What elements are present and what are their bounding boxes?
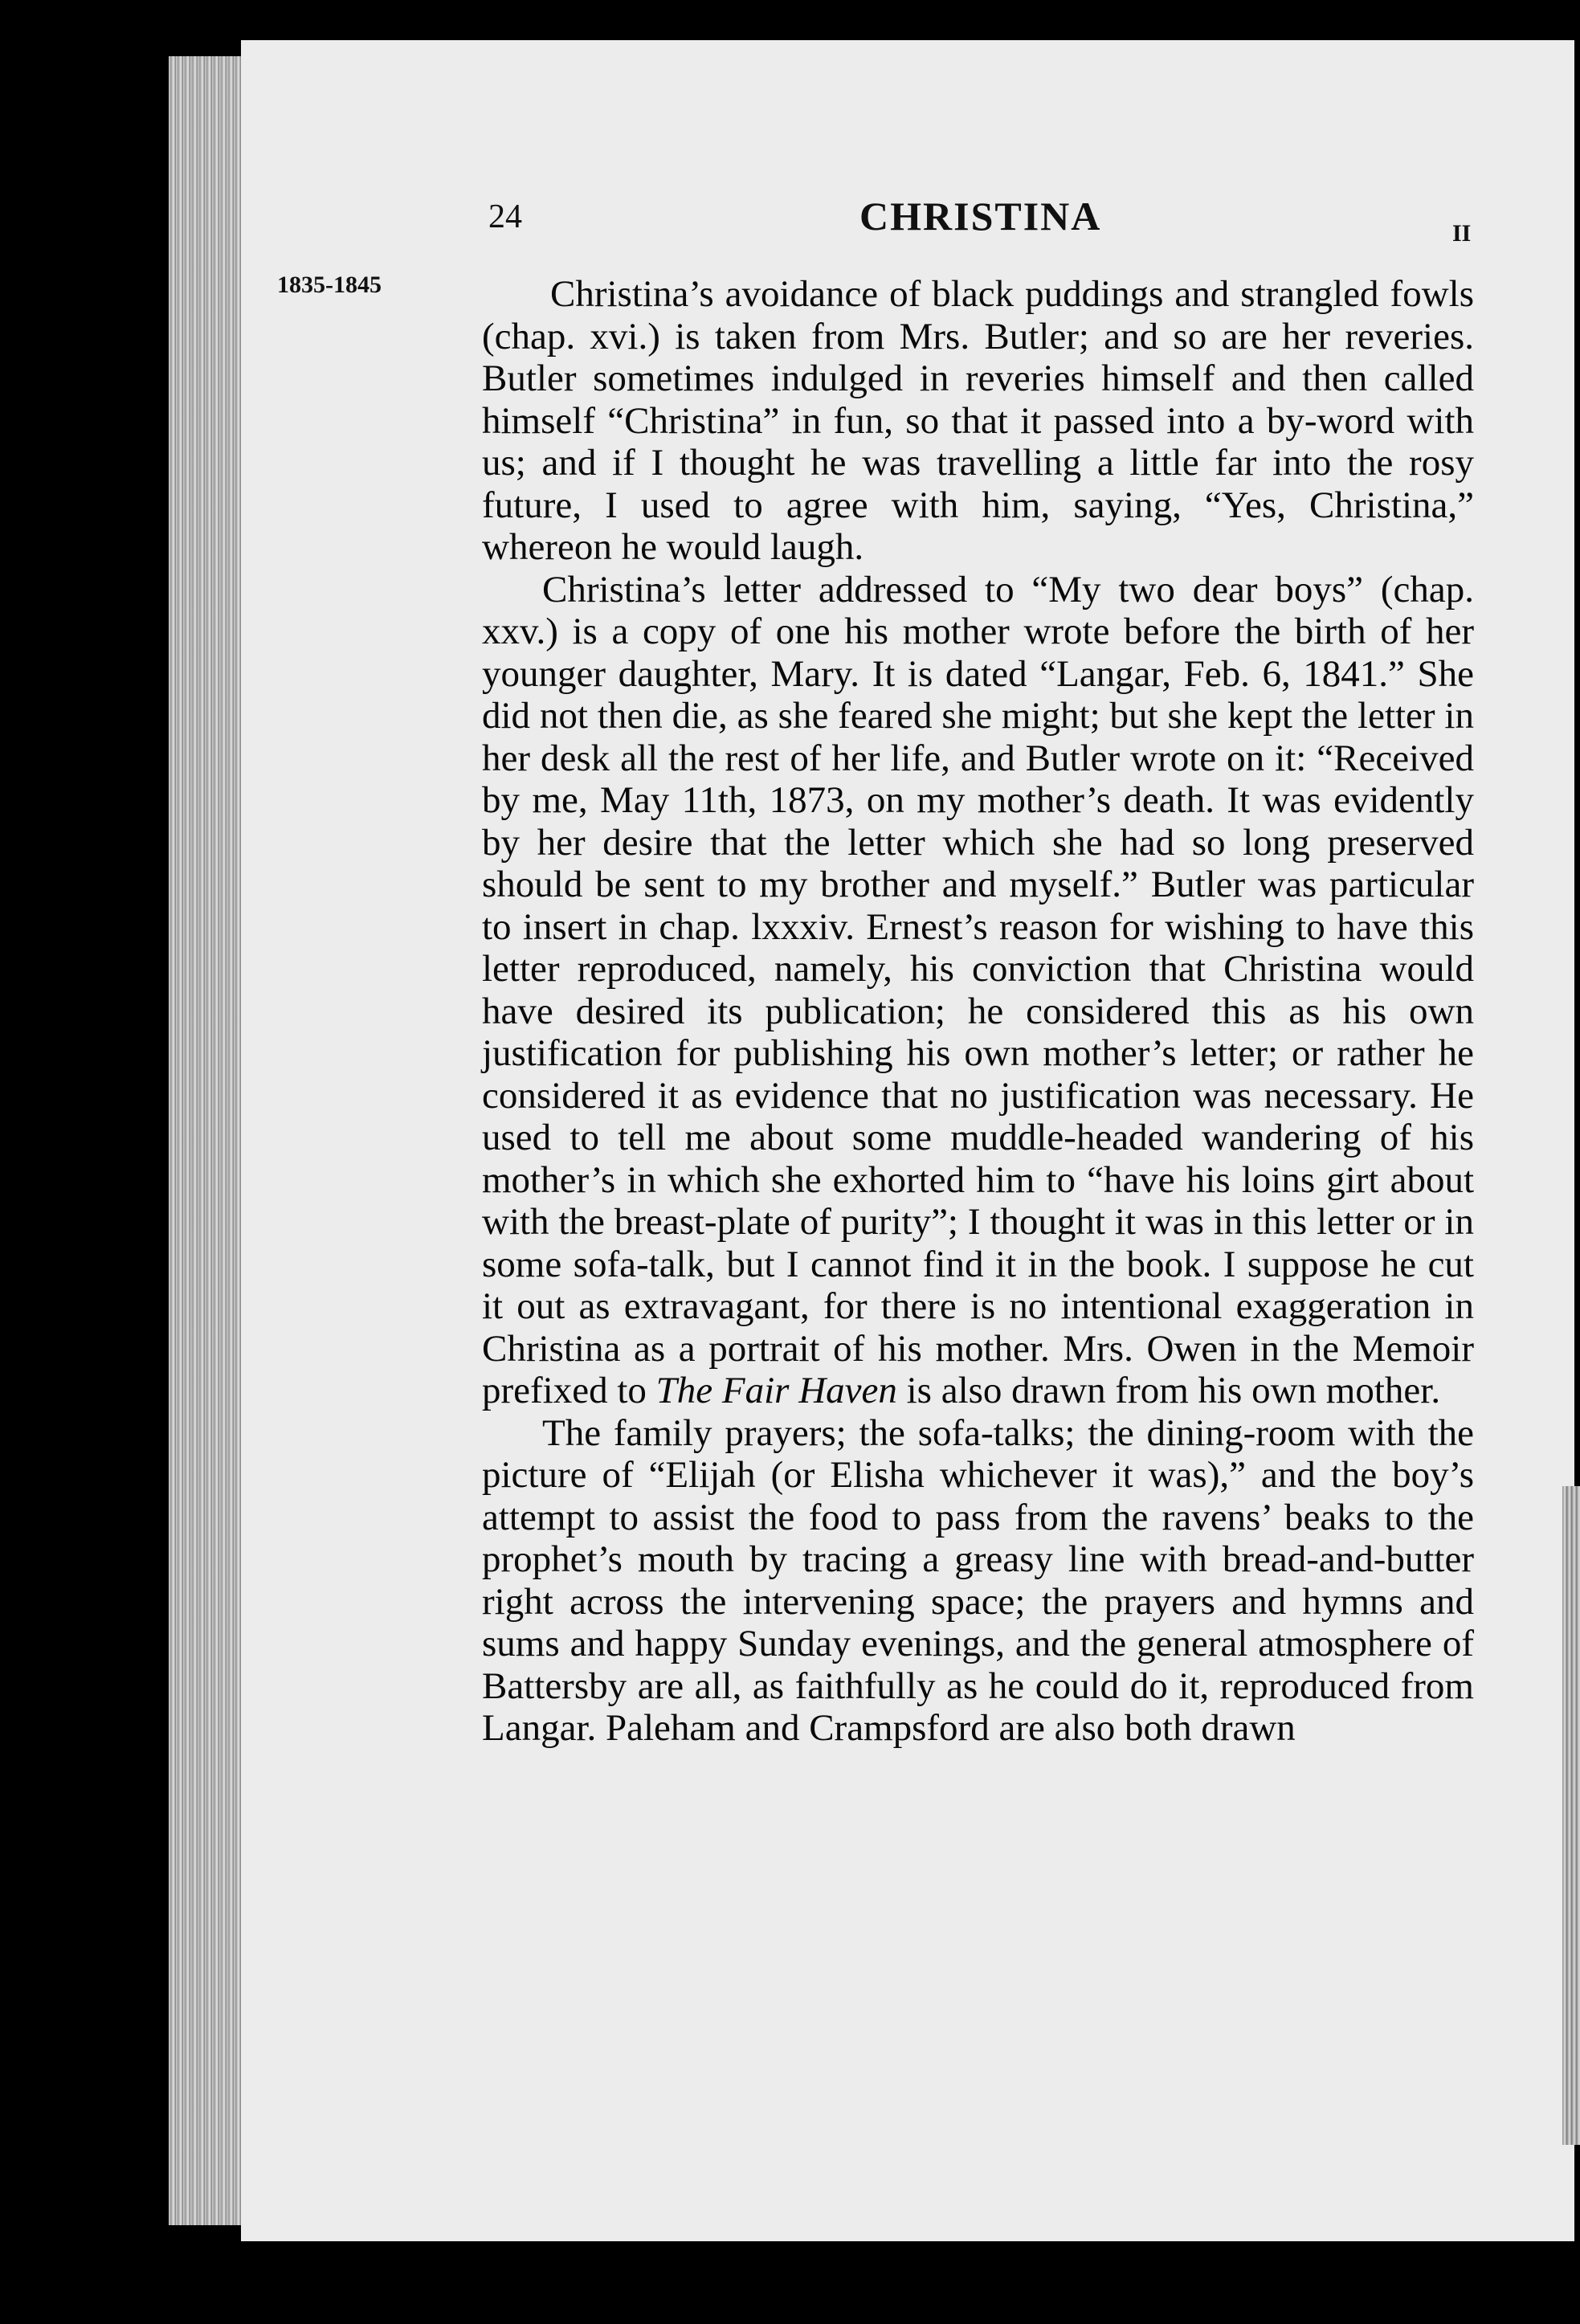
page-header <box>241 193 1542 257</box>
page-edges-right <box>1562 1486 1580 2145</box>
paragraph-1-text: Christina’s avoidance of black puddings and strangled fowls (chap. xvi.) is taken from Mrs. Butler; and so are her reveries. Butler sometimes indulged in reveries himself and then called himself “Christina” in fun, so that it passed into a by-word with us; and if I thought he was travelling a little far into the rosy future, I used to agree with him, saying, “Yes, Christina,” whereon he would laugh. <box>482 273 1474 568</box>
paragraph-2-tail: is also drawn from his own mother. <box>896 1370 1441 1411</box>
paragraph-3-text: The family prayers; the sofa-talks; the dining-room with the picture of “Elijah (or Elisha whichever it was),” and the boy’s attempt to assist the food to pass from the ravens’ beaks to the prophet’s mouth by tracing a greasy line with bread-and-butter right across the intervening space; the prayers and hymns and sums and happy Sunday evenings, and the general atmosphere of Battersby are all, as faithfully as he could do it, reproduced from Langar. Paleham and Crampsford are also both drawn <box>482 1411 1474 1749</box>
body-text <box>482 273 1474 1750</box>
paragraph-2 <box>482 569 1474 1412</box>
paragraph-3 <box>482 1412 1474 1750</box>
signature-mark: II <box>1452 220 1472 247</box>
margin-date-note: 1835-1845 <box>277 272 382 298</box>
book-title-italic: The Fair Haven <box>655 1370 897 1411</box>
paragraph-2-text: Christina’s letter addressed to “My two dear boys” (chap. xxv.) is a copy of one his mother wrote before the birth of her younger daughter, Mary. It is dated “Langar, Feb. 6, 1841.” She did not then die, as she feared she might; but she kept the letter in her desk all the rest of her life, and Butler wrote on it: “Received by me, May 11th, 1873, on my mother’s death. It was evidently by her desire that the letter which she had so long preserved should be sent to my brother and myself.” Butler was particular to insert in chap. lxxxiv. Ernest’s reason for wishing to have this letter reproduced, namely, his conviction that Christina would have desired its publication; he considered this as his own justification for publishing his own mother’s letter; or rather he considered it as evidence that no justification was necessary. He used to tell me about some muddle-headed wandering of his mother’s in which she exhorted him to “have his loins girt about with the breast-plate of purity”; I thought it was in this letter or in some sofa-talk, but I cannot find it in the book. I suppose he cut it out as extravagant, for there is no intentional exaggeration in Christina as a portrait of his mother. Mrs. Owen in the Memoir prefixed to <box>482 568 1474 1411</box>
page-number: 24 <box>488 198 522 235</box>
paragraph-1 <box>482 273 1474 569</box>
running-head: CHRISTINA <box>859 194 1102 239</box>
